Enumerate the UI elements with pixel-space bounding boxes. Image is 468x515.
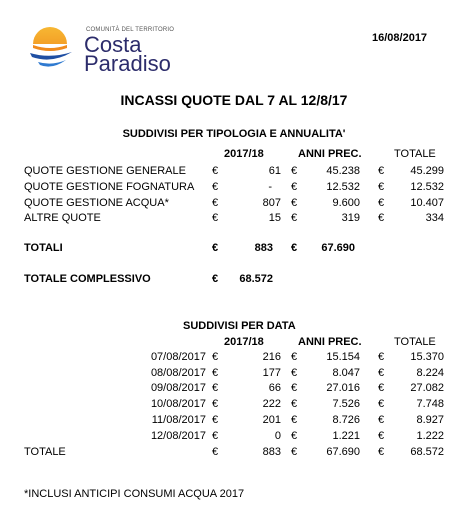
row-label: QUOTE GESTIONE GENERALE [24, 165, 186, 177]
value-anni-prec: 9.600 [332, 197, 360, 209]
value-totale: 27.082 [410, 382, 444, 394]
row-date: 10/08/2017 [150, 398, 206, 410]
euro-symbol: € [291, 446, 298, 458]
value-anni-prec: 45.238 [326, 165, 360, 177]
value-2017: 66 [268, 382, 281, 394]
euro-symbol: € [212, 273, 219, 285]
value-2017: - [268, 181, 272, 193]
value-2017: 61 [268, 165, 281, 177]
euro-symbol: € [212, 181, 219, 193]
euro-symbol: € [291, 367, 298, 379]
euro-symbol: € [212, 351, 219, 363]
euro-symbol: € [212, 414, 219, 426]
value-totale: 7.748 [416, 398, 444, 410]
value-anni-prec: 319 [341, 212, 360, 224]
row-date: 11/08/2017 [151, 414, 206, 426]
value-2017: 177 [262, 367, 281, 379]
row-date: 07/08/2017 [150, 351, 206, 363]
euro-symbol: € [291, 430, 298, 442]
euro-symbol: € [212, 382, 219, 394]
s2-col-totale: TOTALE [394, 336, 436, 348]
euro-symbol: € [291, 398, 298, 410]
euro-symbol: € [212, 367, 219, 379]
row-label: QUOTE GESTIONE FOGNATURA [24, 181, 195, 193]
euro-symbol: € [378, 430, 385, 442]
euro-symbol: € [291, 382, 298, 394]
value-totale: 45.299 [410, 165, 444, 177]
s2-col-2017: 2017/18 [224, 336, 264, 348]
value-anni-prec: 15.154 [326, 351, 360, 363]
page-title: INCASSI QUOTE DAL 7 AL 12/8/17 [120, 92, 348, 108]
euro-symbol: € [291, 414, 298, 426]
euro-symbol: € [212, 242, 219, 254]
s1-col-2017: 2017/18 [224, 148, 264, 160]
euro-symbol: € [378, 414, 385, 426]
euro-symbol: € [212, 398, 219, 410]
logo-tagline: COMUNITÀ DEL TERRITORIO [86, 27, 175, 33]
euro-symbol: € [378, 165, 385, 177]
value-2017: 222 [262, 398, 281, 410]
s1-col-anni-prec: ANNI PREC. [298, 148, 362, 160]
value-2017: 15 [268, 212, 281, 224]
euro-symbol: € [212, 197, 219, 209]
euro-symbol: € [291, 181, 298, 193]
value-anni-prec: 7.526 [332, 398, 360, 410]
totale-anni-prec: 67.690 [326, 446, 360, 458]
euro-symbol: € [212, 212, 219, 224]
value-2017: 216 [262, 351, 281, 363]
footnote: *INCLUSI ANTICIPI CONSUMI ACQUA 2017 [24, 488, 245, 500]
section1-heading: SUDDIVISI PER TIPOLOGIA E ANNUALITA' [122, 128, 346, 140]
totale-2017: 883 [262, 446, 281, 458]
logo [22, 22, 182, 77]
value-2017: 201 [262, 414, 281, 426]
row-date: 12/08/2017 [150, 430, 206, 442]
euro-symbol: € [291, 165, 298, 177]
value-totale: 8.224 [416, 367, 444, 379]
value-anni-prec: 12.532 [326, 181, 360, 193]
totali-label: TOTALI [24, 242, 63, 254]
row-label: QUOTE GESTIONE ACQUA* [24, 197, 169, 209]
section2-heading: SUDDIVISI PER DATA [183, 320, 296, 332]
euro-symbol: € [212, 430, 219, 442]
euro-symbol: € [291, 212, 298, 224]
euro-symbol: € [378, 382, 385, 394]
value-anni-prec: 27.016 [326, 382, 360, 394]
value-anni-prec: 1.221 [332, 430, 360, 442]
value-totale: 1.222 [416, 430, 444, 442]
report-date: 16/08/2017 [372, 32, 428, 44]
totale-totale: 68.572 [410, 446, 444, 458]
euro-symbol: € [378, 181, 385, 193]
value-2017: 0 [274, 430, 281, 442]
value-totale: 8.927 [416, 414, 444, 426]
value-2017: 807 [262, 197, 281, 209]
value-anni-prec: 8.726 [332, 414, 360, 426]
value-totale: 334 [425, 212, 444, 224]
logo-word-costa: Costa [84, 32, 142, 57]
totali-anni-prec: 67.690 [321, 242, 355, 254]
euro-symbol: € [378, 212, 385, 224]
row-date: 09/08/2017 [150, 382, 206, 394]
totale-complessivo-value: 68.572 [239, 273, 273, 285]
value-totale: 10.407 [410, 197, 444, 209]
totale-complessivo-label: TOTALE COMPLESSIVO [24, 273, 151, 285]
value-totale: 12.532 [410, 181, 444, 193]
euro-symbol: € [291, 351, 298, 363]
totale-label: TOTALE [24, 446, 66, 458]
euro-symbol: € [378, 351, 385, 363]
totali-2017: 883 [254, 242, 273, 254]
euro-symbol: € [291, 242, 298, 254]
euro-symbol: € [291, 197, 298, 209]
euro-symbol: € [212, 446, 219, 458]
s1-col-totale: TOTALE [394, 148, 436, 160]
euro-symbol: € [378, 197, 385, 209]
value-totale: 15.370 [410, 351, 444, 363]
euro-symbol: € [378, 398, 385, 410]
euro-symbol: € [212, 165, 219, 177]
euro-symbol: € [378, 446, 385, 458]
row-date: 08/08/2017 [150, 367, 206, 379]
row-label: ALTRE QUOTE [24, 212, 101, 224]
s2-col-anni-prec: ANNI PREC. [298, 336, 362, 348]
value-anni-prec: 8.047 [332, 367, 360, 379]
logo-word-paradiso: Paradiso [84, 51, 171, 76]
euro-symbol: € [378, 367, 385, 379]
sun-logo-icon [22, 24, 82, 74]
